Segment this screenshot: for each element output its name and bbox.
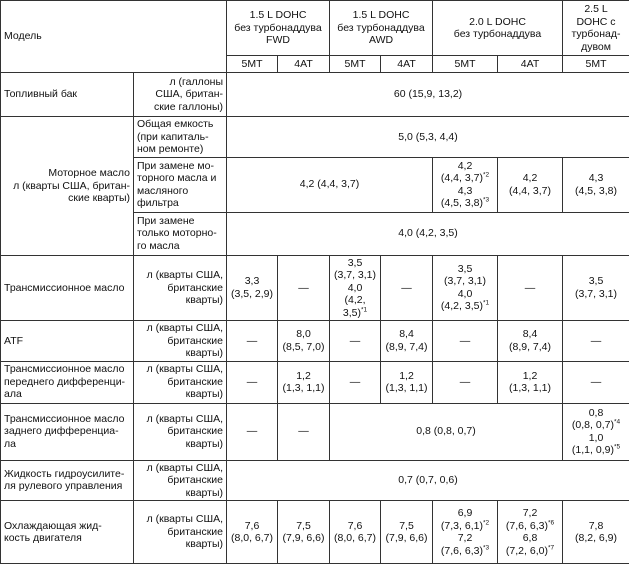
value-cell: —	[227, 403, 278, 460]
value-cell: —	[433, 321, 498, 362]
value-cell: 1,2 (1,3, 1,1)	[278, 361, 330, 403]
sub-label: При замене мо- торного масла и масляного фильтра	[134, 157, 227, 212]
value-cell: 0,7 (0,7, 0,6)	[227, 460, 629, 501]
trans-header: 4АТ	[498, 56, 563, 73]
value-cell: 6,9 (7,3, 6,1)$^{*2}$ 7,2 (7,6, 6,3)$^{*3}$	[433, 501, 498, 564]
header-row	[1, 1, 629, 56]
trans-header: 5МТ	[330, 56, 381, 73]
front-diff-row	[1, 361, 629, 403]
value-cell: 0,8 (0,8, 0,7)$^{*4}$ 1,0 (1,1, 0,9)$^{*5}$	[563, 403, 629, 460]
value-cell: 3,5 (3,7, 3,1)	[563, 255, 629, 321]
value-cell: 7,6 (8,0, 6,7)	[330, 501, 381, 564]
value-cell: —	[278, 403, 330, 460]
value-cell: 5,0 (5,3, 4,4)	[227, 117, 629, 158]
value-cell: 3,5 (3,7, 3,1) 4,0 (4,2, 3,5)$^{*1}$	[433, 255, 498, 321]
unit-label: л (кварты США, британские кварты)	[134, 361, 227, 403]
value-cell: 4,2 (4,4, 3,7)	[498, 157, 563, 212]
value-cell: —	[433, 361, 498, 403]
row-label: Трансмиссионное масло заднего дифференциа- ла	[1, 403, 134, 460]
value-cell: 1,2 (1,3, 1,1)	[381, 361, 433, 403]
value-cell: —	[227, 361, 278, 403]
value-cell: 4,2 (4,4, 3,7)	[227, 157, 433, 212]
value-cell: —	[563, 361, 629, 403]
trans-header: 4АТ	[278, 56, 330, 73]
trans-header: 5МТ	[433, 56, 498, 73]
group-header-25-turbo: 2.5 L DOHC с турбонад- дувом	[563, 1, 629, 56]
value-cell: —	[227, 321, 278, 362]
unit-label: л (галлоны США, британ- ские галлоны)	[134, 73, 227, 117]
group-header-15-awd: 1.5 L DOHC без турбонаддува AWD	[330, 1, 433, 56]
power-steering-row	[1, 460, 629, 501]
value-cell: 4,0 (4,2, 3,5)	[227, 212, 629, 255]
transmission-oil-row	[1, 255, 629, 321]
value-cell: —	[498, 255, 563, 321]
unit-label: л (кварты США, британские кварты)	[134, 403, 227, 460]
trans-header: 5МТ	[563, 56, 629, 73]
unit-label: л (кварты США, британские кварты)	[134, 255, 227, 321]
atf-row	[1, 321, 629, 362]
value-cell: 60 (15,9, 13,2)	[227, 73, 629, 117]
value-cell: 0,8 (0,8, 0,7)	[330, 403, 563, 460]
rear-diff-row	[1, 403, 629, 460]
value-cell: —	[330, 361, 381, 403]
value-cell: 8,4 (8,9, 7,4)	[498, 321, 563, 362]
value-cell: 4,3 (4,5, 3,8)	[563, 157, 629, 212]
unit-label: л (кварты США, британские кварты)	[134, 501, 227, 564]
unit-label: л (кварты США, британские кварты)	[134, 460, 227, 501]
value-cell: 8,0 (8,5, 7,0)	[278, 321, 330, 362]
value-cell: —	[381, 255, 433, 321]
trans-header: 5МТ	[227, 56, 278, 73]
row-label: Охлаждающая жид- кость двигателя	[1, 501, 134, 564]
value-cell: —	[278, 255, 330, 321]
value-cell: 7,2 (7,6, 6,3)$^{*6}$ 6,8 (7,2, 6,0)$^{*7}$	[498, 501, 563, 564]
row-label: Трансмиссионное масло переднего дифференци- ала	[1, 361, 134, 403]
model-header: Модель	[1, 1, 227, 73]
value-cell: 7,8 (8,2, 6,9)	[563, 501, 629, 564]
value-cell: —	[563, 321, 629, 362]
fuel-row	[1, 73, 629, 117]
value-cell: 7,5 (7,9, 6,6)	[381, 501, 433, 564]
coolant-row	[1, 501, 629, 564]
row-label: Топливный бак	[1, 73, 134, 117]
trans-header: 4АТ	[381, 56, 433, 73]
value-cell: 3,5 (3,7, 3,1) 4,0 (4,2, 3,5)$^{*1}$	[330, 255, 381, 321]
value-cell: 3,3 (3,5, 2,9)	[227, 255, 278, 321]
row-label: Моторное масло л (кварты США, британ- ские кварты)	[1, 117, 134, 256]
value-cell: 8,4 (8,9, 7,4)	[381, 321, 433, 362]
value-cell: 1,2 (1,3, 1,1)	[498, 361, 563, 403]
row-label: ATF	[1, 321, 134, 362]
row-label: Жидкость гидроусилите- ля рулевого управления	[1, 460, 134, 501]
sub-label: При замене только моторно- го масла	[134, 212, 227, 255]
value-cell: 4,2 (4,4, 3,7)$^{*2}$ 4,3 (4,5, 3,8)$^{*3}$	[433, 157, 498, 212]
value-cell: —	[330, 321, 381, 362]
value-cell: 7,5 (7,9, 6,6)	[278, 501, 330, 564]
group-header-20: 2.0 L DOHC без турбонаддува	[433, 1, 563, 56]
unit-label: л (кварты США, британские кварты)	[134, 321, 227, 362]
value-cell: 7,6 (8,0, 6,7)	[227, 501, 278, 564]
group-header-15-fwd: 1.5 L DOHC без турбонаддува FWD	[227, 1, 330, 56]
sub-label: Общая емкость (при капиталь- ном ремонте)	[134, 117, 227, 158]
row-label: Трансмиссионное масло	[1, 255, 134, 321]
oil-total-row	[1, 117, 629, 158]
